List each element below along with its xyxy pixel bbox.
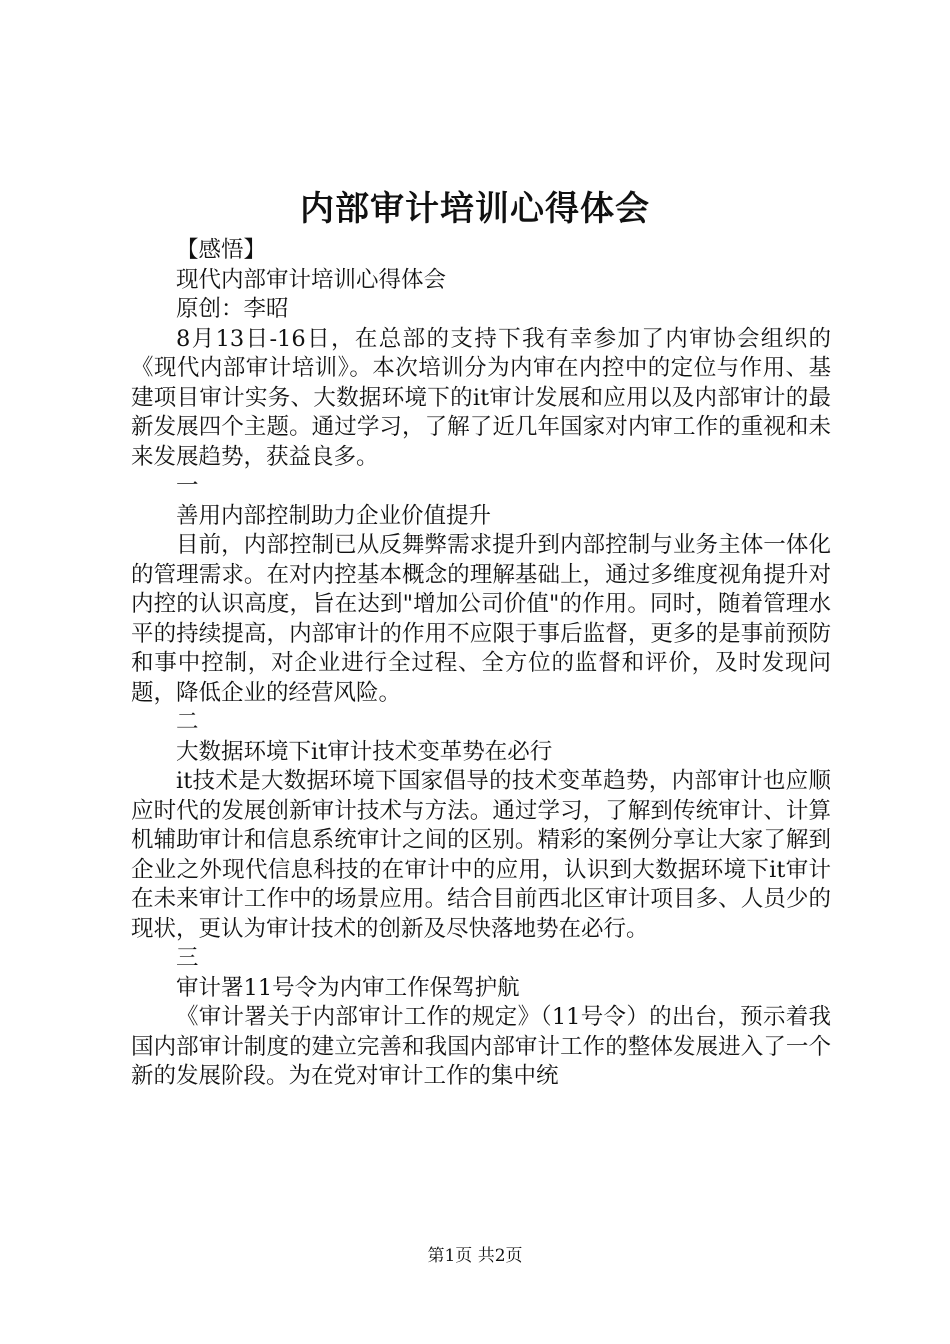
section-number-1: 一: [176, 473, 199, 499]
section-heading-3: 审计署11号令为内审工作保驾护航: [176, 974, 520, 1001]
section-number-2: 二: [176, 709, 199, 735]
heading-ganwu: 【感悟】: [176, 237, 267, 263]
section-body-2: it技术是大数据环境下国家倡导的技术变革趋势，内部审计也应顺应时代的发展创新审计技术与方法。通过学习，了解到传统审计、计算机辅助审计和信息系统审计之间的区别。精彩的案例分享让大家了解到企业之外现代信息科技的在审计中的应用，认识到大数据环境下it审计在未来审计工作中的场景应用。结合目前西北区审计项目多、人员少的现状，更认为审计技术的创新及尽快落地势在必行。: [131, 768, 831, 942]
author-line: 原创：李昭: [176, 296, 289, 322]
document-title: 内部审计培训心得体会: [300, 189, 650, 229]
section-number-3: 三: [176, 945, 199, 971]
section-heading-1: 善用内部控制助力企业价值提升: [176, 502, 492, 529]
section-body-3: 《审计署关于内部审计工作的规定》（11号令）的出台，预示着我国内部审计制度的建立完善和我国内部审计工作的整体发展进入了一个新的发展阶段。为在党对审计工作的集中统: [131, 1004, 831, 1089]
intro-paragraph: 8月13日-16日，在总部的支持下我有幸参加了内审协会组织的《现代内部审计培训》。本次培训分为内审在内控中的定位与作用、基建项目审计实务、大数据环境下的it审计发展和应用以及内部审计的最新发展四个主题。通过学习，了解了近几年国家对内审工作的重视和未来发展趋势，获益良多。: [131, 325, 831, 470]
document-body: [131, 236, 831, 1092]
section-body-1: 目前，内部控制已从反舞弊需求提升到内部控制与业务主体一体化的管理需求。在对内控基本概念的理解基础上，通过多维度视角提升对内控的认识高度，旨在达到"增加公司价值"的作用。同时，随着管理水平的持续提高，内部审计的作用不应限于事后监督，更多的是事前预防和事中控制，对企业进行全过程、全方位的监督和评价，及时发现问题，降低企业的经营风险。: [131, 532, 831, 706]
section-heading-2: 大数据环境下it审计技术变革势在必行: [176, 738, 553, 765]
subtitle: 现代内部审计培训心得体会: [176, 266, 447, 293]
page-footer: 第1页 共2页: [427, 1246, 523, 1266]
